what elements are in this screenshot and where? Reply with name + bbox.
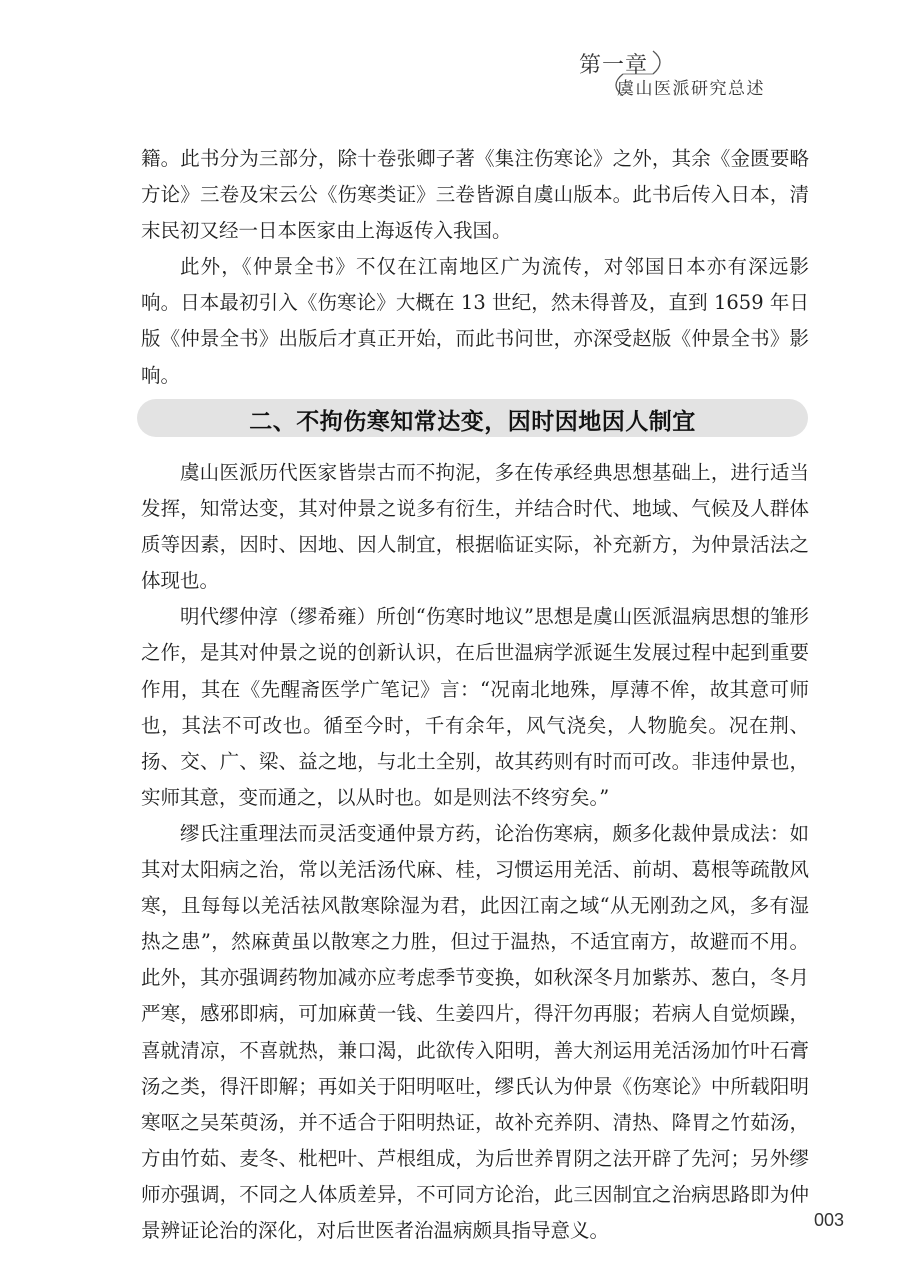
paragraph: 籍。此书分为三部分，除十卷张卿子著《集注伤寒论》之外，其余《金匮要略方论》三卷及宋云公《伤寒类证》三卷皆源自虞山版本。此书后传入日本，清末民初又经一日本医家由上海返传入我国。 [141,147,809,243]
chapter-label: 第一章 [579,53,649,78]
section-heading-bar [137,399,808,437]
paragraph: 缪氏注重理法而灵活变通仲景方药，论治伤寒病，颇多化裁仲景成法：如其对太阳病之治，常以羌活汤代麻、桂，习惯运用羌活、前胡、葛根等疏散风寒，且每每以羌活祛风散寒除湿为君，此因江南之域“从无刚劲之风，多有湿热之患”，然麻黄虽以散寒之力胜，但过于温热，不适宜南方，故避而不用。此外，其亦强调药物加减亦应考虑季节变换，如秋深冬月加紫苏、葱白，冬月严寒，感邪即病，可加麻黄一钱、生姜四片，得汗勿再服；若病人自觉烦躁，喜就清凉，不喜就热，兼口渴，此欲传入阳明，善大剂运用羌活汤加竹叶石膏汤之类，得汗即解；再如关于阳明呕吐，缪氏认为仲景《伤寒论》中所载阳明寒呕之吴茱萸汤，并不适合于阳明热证，故补充养阴、清热、降胃之竹茹汤，方由竹茹、麦冬、枇杷叶、芦根组成，为后世养胃阴之法开辟了先河；另外缪师亦强调，不同之人体质差异，不可同方论治，此三因制宜之治病思路即为仲景辨证论治的深化，对后世医者治温病颇具指导意义。 [141,821,809,1242]
running-header [575,44,805,99]
paragraph: 虞山医派历代医家皆崇古而不拘泥，多在传承经典思想基础上，进行适当发挥，知常达变，其对仲景之说多有衍生，并结合时代、地域、气候及人群体质等因素，因时、因地、因人制宜，根据临证实际，补充新方，为仲景活法之体现也。 [141,461,809,593]
paragraph: 明代缪仲淳（缪希雍）所创“伤寒时地议”思想是虞山医派温病思想的雏形之作，是其对仲景之说的创新认识，在后世温病学派诞生发展过程中起到重要作用，其在《先醒斋医学广笔记》言：“况南北地殊，厚薄不侔，故其意可师也，其法不可改也。循至今时，千有余年，风气浇矣，人物脆矣。况在荆、扬、交、广、梁、益之地，与北土全别，故其药则有时而可改。非违仲景也，实师其意，变而通之，以从时也。如是则法不终穷矣。” [141,605,809,809]
paragraph: 此外，《仲景全书》不仅在江南地区广为流传，对邻国日本亦有深远影响。日本最初引入《伤寒论》大概在 13 世纪，然未得普及，直到 1659 年日版《仲景全书》出版后才真正开始，而此书问世，亦深受赵版《仲景全书》影响。 [141,255,809,387]
body-text-bottom [141,455,809,1249]
page-number: 003 [813,1210,844,1230]
section-title: 二、不拘伤寒知常达变，因时因地因人制宜 [249,408,696,435]
body-text-top [141,141,809,394]
chapter-subtitle: 虞山医派研究总述 [617,79,765,99]
